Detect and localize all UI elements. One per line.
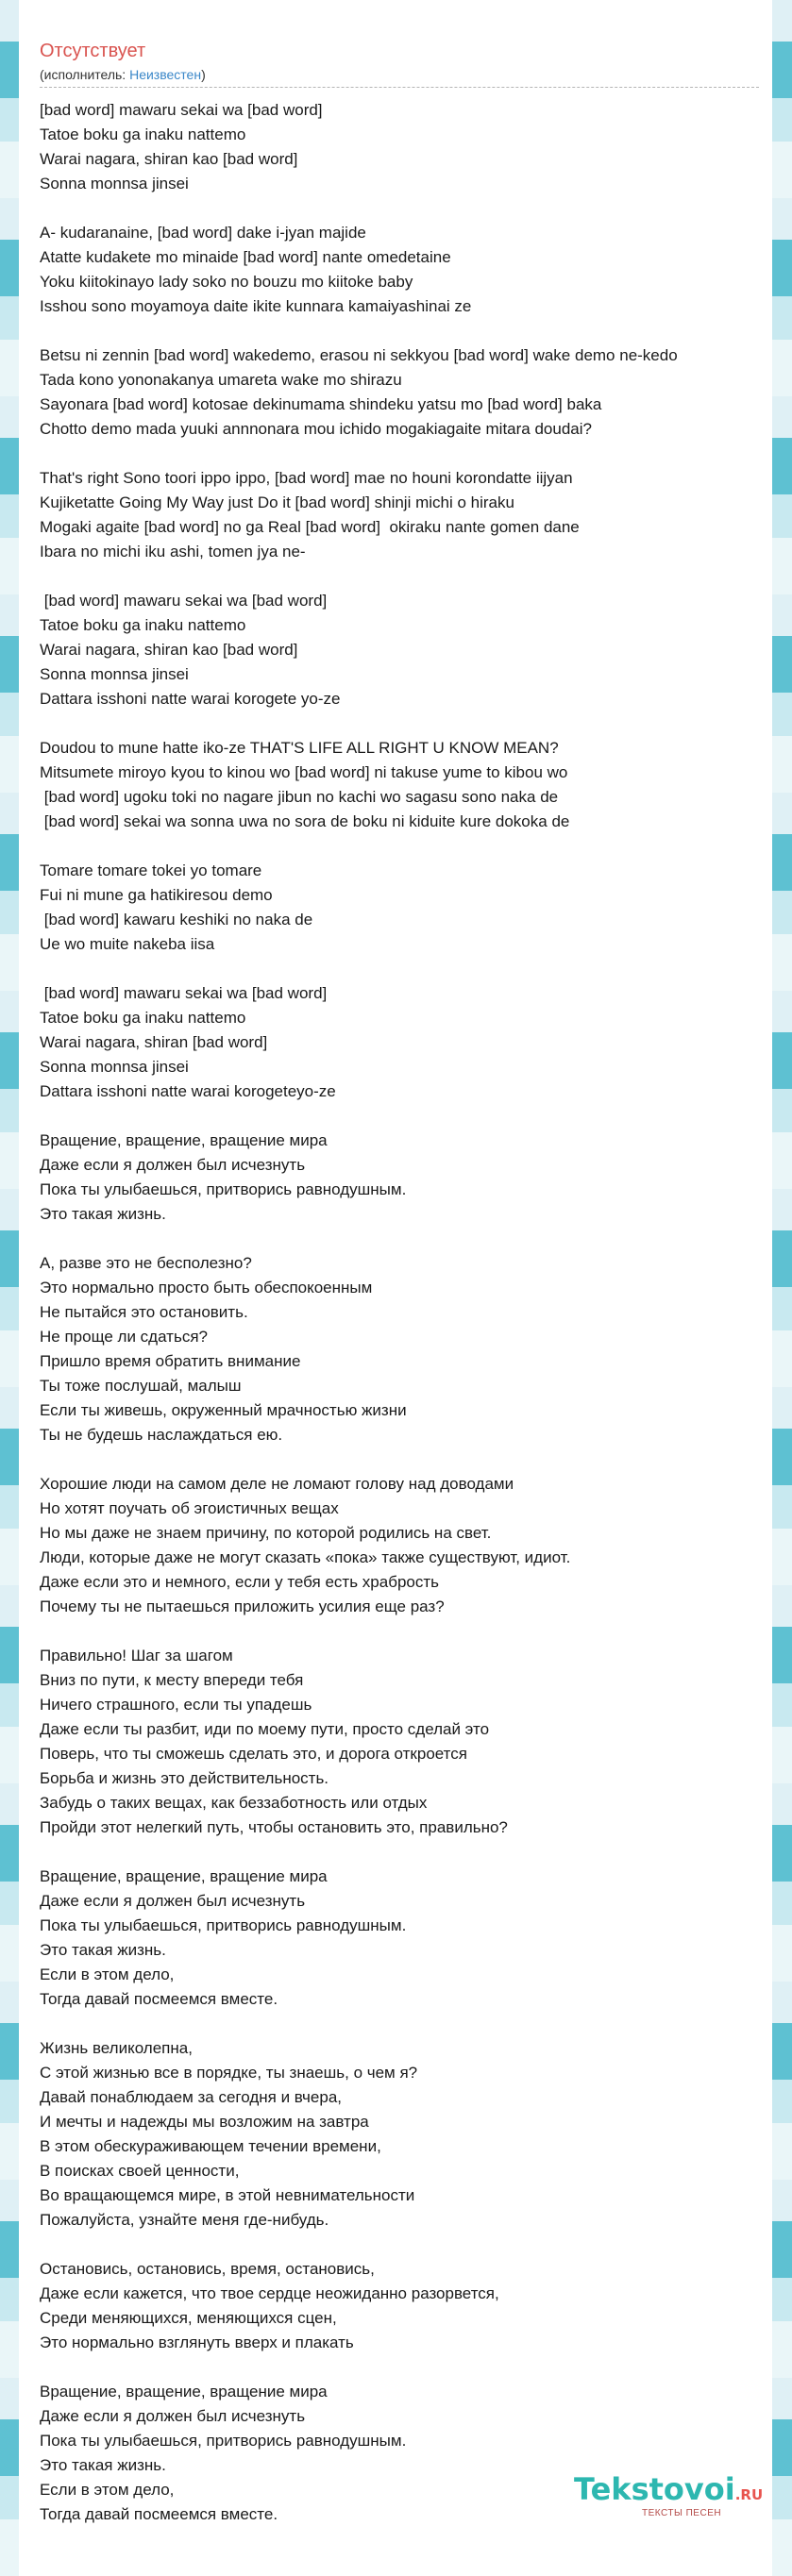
- lyric-line: Tatoe boku ga inaku nattemo: [40, 125, 246, 143]
- lyric-line: Вниз по пути, к месту впереди тебя: [40, 1671, 304, 1689]
- lyric-line: Во вращающемся мире, в этой невнимательности: [40, 2186, 415, 2204]
- lyrics-stanza: [40, 589, 772, 711]
- lyric-line: Ничего страшного, если ты упадешь: [40, 1696, 312, 1714]
- lyrics-stanza: [40, 1644, 772, 1840]
- lyric-line: А, разве это не бесполезно?: [40, 1254, 252, 1272]
- lyric-line: Почему ты не пытаешься приложить усилия еще раз?: [40, 1597, 445, 1615]
- lyric-line: Tatoe boku ga inaku nattemo: [40, 1009, 246, 1027]
- artist-suffix: ): [201, 67, 206, 82]
- lyric-line: [bad word] mawaru sekai wa [bad word]: [40, 101, 323, 119]
- lyric-line: [bad word] ugoku toki no nagare jibun no kachi wo sagasu sono naka de: [40, 788, 559, 806]
- artist-prefix: (исполнитель:: [40, 67, 130, 82]
- lyrics-stanza: [40, 859, 772, 957]
- lyric-line: [bad word] mawaru sekai wa [bad word]: [40, 592, 328, 610]
- lyric-line: Warai nagara, shiran [bad word]: [40, 1033, 268, 1051]
- lyric-line: Это нормально взглянуть вверх и плакать: [40, 2333, 354, 2351]
- lyric-line: Tada kono yononakanya umareta wake mo shirazu: [40, 371, 402, 389]
- lyric-line: Среди меняющихся, меняющихся сцен,: [40, 2309, 337, 2327]
- lyric-line: Даже если я должен был исчезнуть: [40, 2407, 306, 2425]
- lyric-line: Atatte kudakete mo minaide [bad word] nante omedetaine: [40, 248, 451, 266]
- lyric-line: Вращение, вращение, вращение мира: [40, 2383, 328, 2400]
- lyric-line: В этом обескураживающем течении времени,: [40, 2137, 381, 2155]
- lyrics-stanza: [40, 343, 772, 442]
- lyric-line: Yoku kiitokinayo lady soko no bouzu mo kiitoke baby: [40, 273, 413, 291]
- lyric-line: Хорошие люди на самом деле не ломают голову над доводами: [40, 1475, 514, 1493]
- lyric-line: That's right Sono toori ippo ippo, [bad word] mae no houni korondatte iijyan: [40, 469, 573, 487]
- lyric-line: С этой жизнью все в порядке, ты знаешь, о чем я?: [40, 2064, 418, 2082]
- lyric-line: Fui ni mune ga hatikiresou demo: [40, 886, 273, 904]
- lyrics-stanza: [40, 466, 772, 564]
- lyric-line: Это такая жизнь.: [40, 1941, 166, 1959]
- lyric-line: Тогда давай посмеемся вместе.: [40, 1990, 278, 2008]
- lyrics-stanza: [40, 221, 772, 319]
- lyric-line: Правильно! Шаг за шагом: [40, 1647, 233, 1664]
- lyric-line: Пока ты улыбаешься, притворись равнодушным.: [40, 1916, 407, 1934]
- lyric-line: Остановись, остановись, время, остановись,: [40, 2260, 375, 2278]
- lyric-line: Dattara isshoni natte warai korogete yo-ze: [40, 690, 341, 708]
- lyric-line: Давай понаблюдаем за сегодня и вчера,: [40, 2088, 342, 2106]
- lyric-line: Тогда давай посмеемся вместе.: [40, 2505, 278, 2523]
- lyrics-body: [40, 98, 772, 2551]
- lyrics-stanza: [40, 1472, 772, 1619]
- logo-name: Tekstovoi: [574, 2471, 735, 2507]
- lyric-line: Борьба и жизнь это действительность.: [40, 1769, 329, 1787]
- lyric-line: Warai nagara, shiran kao [bad word]: [40, 641, 298, 659]
- artist-line: [40, 66, 206, 83]
- lyrics-stanza: [40, 1251, 772, 1447]
- lyric-line: Если ты живешь, окруженный мрачностью жизни: [40, 1401, 407, 1419]
- lyric-line: Sonna monnsa jinsei: [40, 1058, 189, 1076]
- lyric-line: В поисках своей ценности,: [40, 2162, 240, 2180]
- lyrics-stanza: [40, 1865, 772, 2012]
- lyric-line: Tatoe boku ga inaku nattemo: [40, 616, 246, 634]
- lyric-line: Doudou to mune hatte iko-ze THAT'S LIFE ALL RIGHT U KNOW MEAN?: [40, 739, 559, 757]
- lyric-line: Даже если это и немного, если у тебя есть храбрость: [40, 1573, 439, 1591]
- lyric-line: Kujiketatte Going My Way just Do it [bad word] shinji michi o hiraku: [40, 493, 514, 511]
- lyric-line: Люди, которые даже не могут сказать «пока» также существуют, идиот.: [40, 1548, 571, 1566]
- lyric-line: Если в этом дело,: [40, 2481, 175, 2499]
- lyric-line: Sonna monnsa jinsei: [40, 175, 189, 192]
- lyric-line: Пришло время обратить внимание: [40, 1352, 301, 1370]
- lyric-line: Sayonara [bad word] kotosae dekinumama shindeku yatsu mo [bad word] baka: [40, 395, 602, 413]
- lyric-line: [bad word] mawaru sekai wa [bad word]: [40, 984, 328, 1002]
- lyrics-stanza: [40, 98, 772, 196]
- lyric-line: Ты тоже послушай, малыш: [40, 1377, 242, 1395]
- lyric-line: И мечты и надежды мы возложим на завтра: [40, 2113, 369, 2131]
- lyric-line: Даже если ты разбит, иди по моему пути, просто сделай это: [40, 1720, 490, 1738]
- lyrics-stanza: [40, 1129, 772, 1227]
- lyric-line: Dattara isshoni natte warai korogeteyo-ze: [40, 1082, 336, 1100]
- lyric-line: Ты не будешь наслаждаться ею.: [40, 1426, 283, 1444]
- lyric-line: Пройди этот нелегкий путь, чтобы остановить это, правильно?: [40, 1818, 508, 1836]
- lyric-line: Вращение, вращение, вращение мира: [40, 1131, 328, 1149]
- lyric-line: Isshou sono moyamoya daite ikite kunnara kamaiyashinai ze: [40, 297, 472, 315]
- lyric-line: Не проще ли сдаться?: [40, 1328, 208, 1346]
- lyric-line: Даже если кажется, что твое сердце неожиданно разорвется,: [40, 2284, 499, 2302]
- lyric-line: Пока ты улыбаешься, притворись равнодушным.: [40, 2432, 407, 2450]
- lyric-line: Mitsumete miroyo kyou to kinou wo [bad word] ni takuse yume to kibou wo: [40, 763, 568, 781]
- lyric-line: Mogaki agaite [bad word] no ga Real [bad word] okiraku nante gomen dane: [40, 518, 580, 536]
- lyric-line: Но хотят поучать об эгоистичных вещах: [40, 1499, 339, 1517]
- lyric-line: [bad word] sekai wa sonna uwa no sora de boku ni kiduite kure dokoka de: [40, 812, 570, 830]
- lyric-line: Жизнь великолепна,: [40, 2039, 193, 2057]
- lyrics-card: [19, 0, 772, 2576]
- logo-tagline: ТЕКСТЫ ПЕСЕН: [642, 2508, 722, 2518]
- lyric-line: Если в этом дело,: [40, 1965, 175, 1983]
- site-logo[interactable]: [574, 2470, 772, 2527]
- lyric-line: Даже если я должен был исчезнуть: [40, 1892, 306, 1910]
- lyric-line: A- kudaranaine, [bad word] dake i-jyan majide: [40, 224, 366, 242]
- lyric-line: Tomare tomare tokei yo tomare: [40, 861, 262, 879]
- lyric-line: Поверь, что ты сможешь сделать это, и дорога откроется: [40, 1745, 467, 1763]
- logo-tld: .RU: [734, 2486, 764, 2503]
- lyric-line: Вращение, вращение, вращение мира: [40, 1867, 328, 1885]
- lyric-line: Sonna monnsa jinsei: [40, 665, 189, 683]
- lyrics-stanza: [40, 2257, 772, 2355]
- lyric-line: Warai nagara, shiran kao [bad word]: [40, 150, 298, 168]
- lyric-line: Даже если я должен был исчезнуть: [40, 1156, 306, 1174]
- lyric-line: Забудь о таких вещах, как беззаботность или отдых: [40, 1794, 428, 1812]
- lyrics-stanza: [40, 2036, 772, 2233]
- lyrics-stanza: [40, 981, 772, 1104]
- lyric-line: Это такая жизнь.: [40, 2456, 166, 2474]
- title-divider: [40, 87, 759, 88]
- lyric-line: Ue wo muite nakeba iisa: [40, 935, 215, 953]
- lyric-line: Это такая жизнь.: [40, 1205, 166, 1223]
- lyric-line: Ibara no michi iku ashi, tomen jya ne-: [40, 543, 306, 560]
- lyric-line: Betsu ni zennin [bad word] wakedemo, erasou ni sekkyou [bad word] wake demo ne-kedo: [40, 346, 678, 364]
- artist-link[interactable]: Неизвестен: [129, 67, 202, 82]
- lyrics-stanza: [40, 736, 772, 834]
- lyric-line: Но мы даже не знаем причину, по которой родились на свет.: [40, 1524, 492, 1542]
- song-title: Отсутствует: [40, 41, 146, 61]
- lyric-line: Это нормально просто быть обеспокоенным: [40, 1279, 373, 1296]
- lyric-line: Пожалуйста, узнайте меня где-нибудь.: [40, 2211, 329, 2229]
- lyric-line: [bad word] kawaru keshiki no naka de: [40, 911, 313, 928]
- lyric-line: Пока ты улыбаешься, притворись равнодушным.: [40, 1180, 407, 1198]
- lyric-line: Chotto demo mada yuuki annnonara mou ichido mogakiagaite mitara doudai?: [40, 420, 592, 438]
- lyric-line: Не пытайся это остановить.: [40, 1303, 248, 1321]
